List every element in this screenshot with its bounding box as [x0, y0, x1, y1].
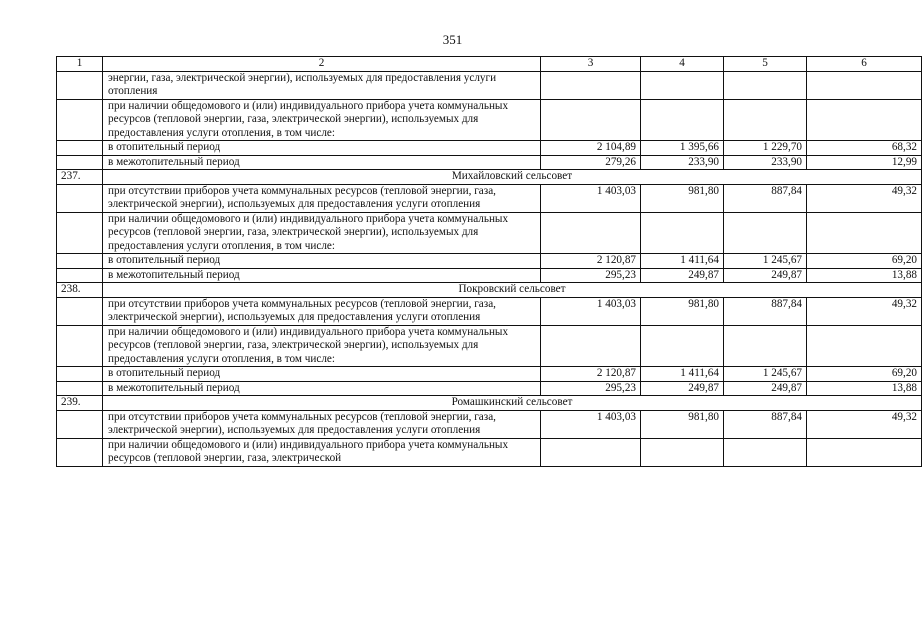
- section-row: [57, 396, 922, 411]
- value-cell-3: [541, 325, 641, 367]
- value-cell-4: 249,87: [641, 268, 724, 283]
- table-row: [57, 212, 922, 254]
- description-cell: при отсутствии приборов учета коммунальных ресурсов (тепловой энергии, газа, электрической энергии), используемых для предоставления услуги отопления: [103, 410, 541, 438]
- value-cell-4: [641, 212, 724, 254]
- row-number-cell: [57, 438, 103, 466]
- value-cell-6: 12,99: [807, 155, 922, 170]
- description-cell: в межотопительный период: [103, 155, 541, 170]
- table-row: [57, 141, 922, 156]
- section-title: Михайловский сельсовет: [103, 170, 922, 185]
- header-cell: 4: [641, 57, 724, 72]
- description-cell: при наличии общедомового и (или) индивидуального прибора учета коммунальных ресурсов (тепловой энергии, газа, электрической: [103, 438, 541, 466]
- table-row: [57, 184, 922, 212]
- value-cell-4: 1 411,64: [641, 367, 724, 382]
- description-cell: в отопительный период: [103, 367, 541, 382]
- description-cell: при наличии общедомового и (или) индивидуального прибора учета коммунальных ресурсов (тепловой энергии, газа, электрической энергии), используемых для предоставления услуги отопления, в том числе:: [103, 99, 541, 141]
- row-number-cell: [57, 141, 103, 156]
- value-cell-4: [641, 325, 724, 367]
- description-cell: при отсутствии приборов учета коммунальных ресурсов (тепловой энергии, газа, электрической энергии), используемых для предоставления услуги отопления: [103, 184, 541, 212]
- header-cell: 3: [541, 57, 641, 72]
- section-title: Ромашкинский сельсовет: [103, 396, 922, 411]
- value-cell-3: 279,26: [541, 155, 641, 170]
- table-row: [57, 367, 922, 382]
- value-cell-6: 13,88: [807, 381, 922, 396]
- row-number-cell: [57, 381, 103, 396]
- table-row: [57, 268, 922, 283]
- table-row: [57, 71, 922, 99]
- description-cell: при отсутствии приборов учета коммунальных ресурсов (тепловой энергии, газа, электрической энергии), используемых для предоставления услуги отопления: [103, 297, 541, 325]
- section-number: 237.: [57, 170, 103, 185]
- value-cell-3: 1 403,03: [541, 410, 641, 438]
- table-row: [57, 155, 922, 170]
- value-cell-5: [724, 212, 807, 254]
- value-cell-4: 981,80: [641, 184, 724, 212]
- value-cell-4: 1 411,64: [641, 254, 724, 269]
- value-cell-3: 2 120,87: [541, 367, 641, 382]
- row-number-cell: [57, 367, 103, 382]
- value-cell-5: 249,87: [724, 268, 807, 283]
- value-cell-6: 69,20: [807, 367, 922, 382]
- section-number: 239.: [57, 396, 103, 411]
- value-cell-3: [541, 212, 641, 254]
- value-cell-3: 295,23: [541, 268, 641, 283]
- section-row: [57, 170, 922, 185]
- row-number-cell: [57, 268, 103, 283]
- value-cell-3: [541, 438, 641, 466]
- description-cell: в межотопительный период: [103, 268, 541, 283]
- table-row: [57, 381, 922, 396]
- table-row: [57, 438, 922, 466]
- value-cell-4: [641, 438, 724, 466]
- value-cell-5: 1 245,67: [724, 254, 807, 269]
- value-cell-5: [724, 71, 807, 99]
- table-row: [57, 297, 922, 325]
- value-cell-4: 1 395,66: [641, 141, 724, 156]
- value-cell-6: [807, 71, 922, 99]
- value-cell-5: 887,84: [724, 297, 807, 325]
- value-cell-5: 249,87: [724, 381, 807, 396]
- description-cell: в отопительный период: [103, 254, 541, 269]
- row-number-cell: [57, 212, 103, 254]
- value-cell-5: 887,84: [724, 184, 807, 212]
- value-cell-4: 981,80: [641, 297, 724, 325]
- value-cell-6: [807, 212, 922, 254]
- header-cell: 1: [57, 57, 103, 72]
- value-cell-4: [641, 99, 724, 141]
- header-row: [57, 57, 922, 72]
- value-cell-6: 49,32: [807, 410, 922, 438]
- value-cell-6: 69,20: [807, 254, 922, 269]
- value-cell-4: 981,80: [641, 410, 724, 438]
- value-cell-3: 1 403,03: [541, 184, 641, 212]
- value-cell-5: 1 245,67: [724, 367, 807, 382]
- value-cell-6: 13,88: [807, 268, 922, 283]
- value-cell-5: [724, 438, 807, 466]
- value-cell-6: [807, 99, 922, 141]
- description-cell: при наличии общедомового и (или) индивидуального прибора учета коммунальных ресурсов (тепловой энергии, газа, электрической энергии), используемых для предоставления услуги отопления, в том числе:: [103, 212, 541, 254]
- tariff-table: [56, 56, 922, 467]
- row-number-cell: [57, 254, 103, 269]
- value-cell-4: [641, 71, 724, 99]
- value-cell-6: [807, 438, 922, 466]
- value-cell-6: 49,32: [807, 184, 922, 212]
- value-cell-6: 49,32: [807, 297, 922, 325]
- value-cell-4: 233,90: [641, 155, 724, 170]
- page-number: 351: [442, 32, 463, 47]
- value-cell-5: [724, 325, 807, 367]
- row-number-cell: [57, 184, 103, 212]
- table-row: [57, 99, 922, 141]
- value-cell-6: 68,32: [807, 141, 922, 156]
- row-number-cell: [57, 297, 103, 325]
- value-cell-3: 1 403,03: [541, 297, 641, 325]
- row-number-cell: [57, 325, 103, 367]
- section-row: [57, 283, 922, 298]
- section-number: 238.: [57, 283, 103, 298]
- row-number-cell: [57, 410, 103, 438]
- value-cell-6: [807, 325, 922, 367]
- value-cell-3: 2 120,87: [541, 254, 641, 269]
- table-row: [57, 325, 922, 367]
- description-cell: в отопительный период: [103, 141, 541, 156]
- value-cell-5: 233,90: [724, 155, 807, 170]
- value-cell-3: [541, 99, 641, 141]
- description-cell: при наличии общедомового и (или) индивидуального прибора учета коммунальных ресурсов (тепловой энергии, газа, электрической энергии), используемых для предоставления услуги отопления, в том числе:: [103, 325, 541, 367]
- row-number-cell: [57, 71, 103, 99]
- header-cell: 6: [807, 57, 922, 72]
- row-number-cell: [57, 99, 103, 141]
- value-cell-3: [541, 71, 641, 99]
- header-cell: 5: [724, 57, 807, 72]
- description-cell: в межотопительный период: [103, 381, 541, 396]
- table-row: [57, 410, 922, 438]
- value-cell-3: 295,23: [541, 381, 641, 396]
- header-cell: 2: [103, 57, 541, 72]
- section-title: Покровский сельсовет: [103, 283, 922, 298]
- value-cell-4: 249,87: [641, 381, 724, 396]
- table-row: [57, 254, 922, 269]
- description-cell: энергии, газа, электрической энергии), используемых для предоставления услуги отопления: [103, 71, 541, 99]
- row-number-cell: [57, 155, 103, 170]
- value-cell-5: 1 229,70: [724, 141, 807, 156]
- value-cell-5: 887,84: [724, 410, 807, 438]
- value-cell-3: 2 104,89: [541, 141, 641, 156]
- value-cell-5: [724, 99, 807, 141]
